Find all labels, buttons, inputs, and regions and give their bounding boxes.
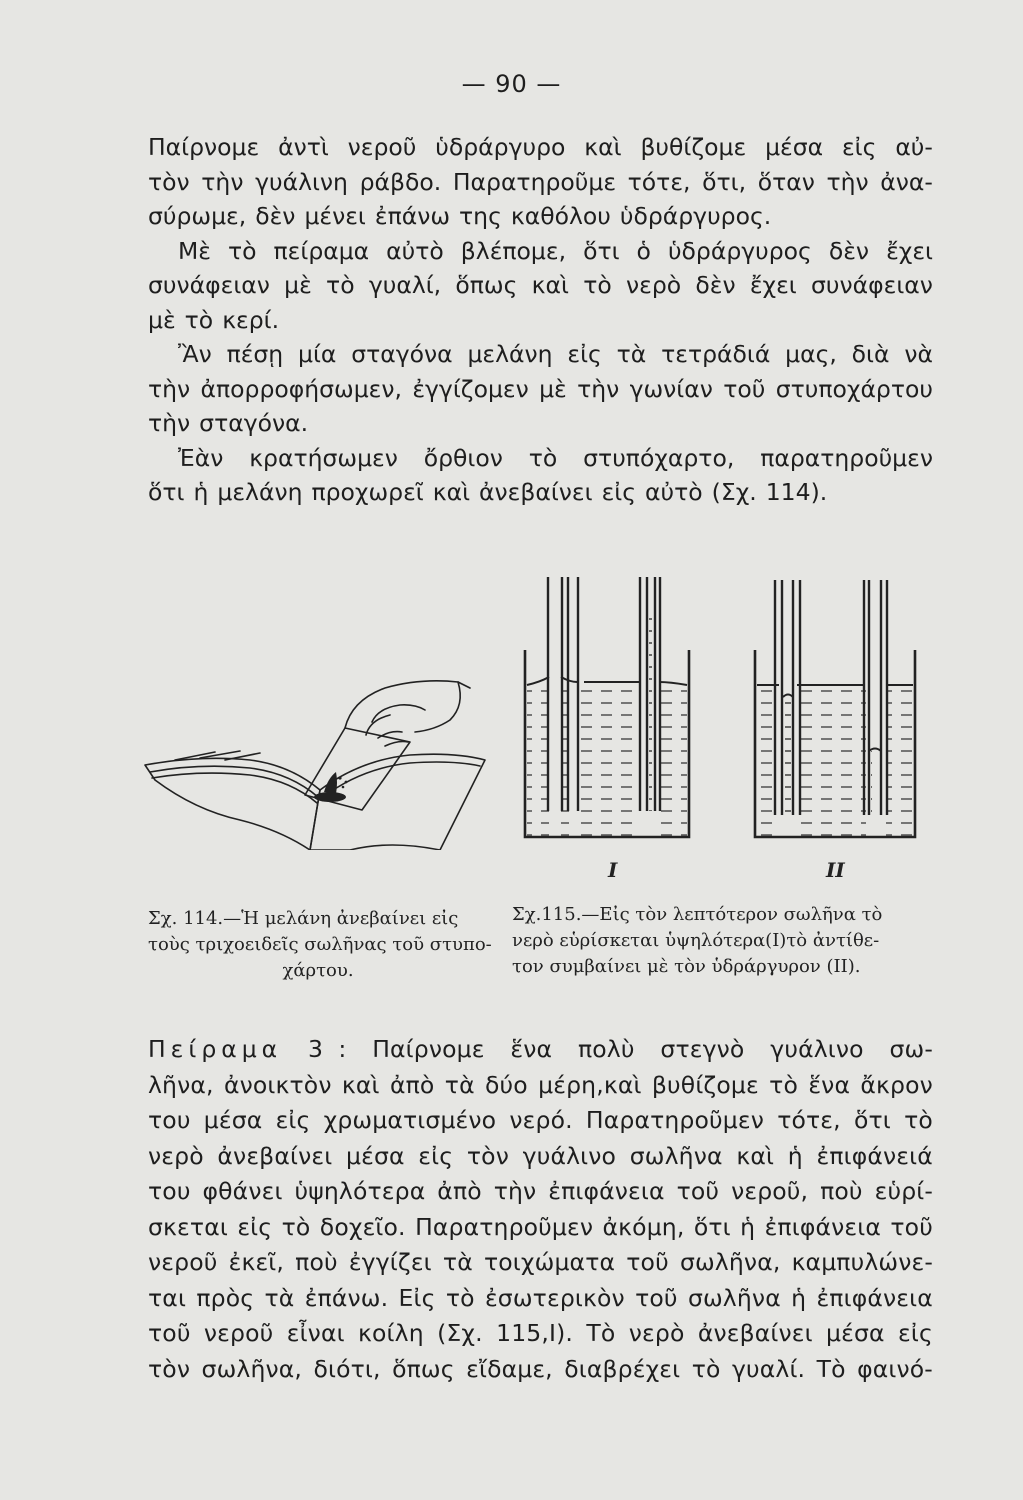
word: ἀντὶ xyxy=(278,133,329,161)
word: τὰ xyxy=(264,1283,295,1312)
word: τοῦ xyxy=(723,374,766,403)
word: ἕνα xyxy=(510,1035,553,1063)
figure-label-II: II xyxy=(826,858,845,882)
paragraph-capillary-intro xyxy=(148,130,933,510)
word: ὑδράργυρο xyxy=(435,133,566,161)
word: ἐκεῖ, xyxy=(228,1248,285,1276)
word: ὄρθιον xyxy=(423,443,503,472)
text-line xyxy=(148,372,933,407)
experiment-heading: Πείραμα xyxy=(148,1035,283,1063)
word: διὰ xyxy=(851,340,890,368)
word: μέσα xyxy=(765,133,824,161)
word: τὰ xyxy=(616,340,647,368)
word: (Σχ. xyxy=(437,1319,483,1347)
word: στεγνὸ xyxy=(660,1035,745,1063)
word: τὸ xyxy=(691,1354,721,1383)
word: εἰς xyxy=(898,1319,933,1347)
word: νερὸ xyxy=(628,1319,685,1347)
word: μένει xyxy=(304,202,366,230)
word: ἐγγίζει xyxy=(348,1248,432,1276)
word: Παρατηροῦμε xyxy=(452,167,617,196)
word: τὸ xyxy=(583,271,612,299)
word: του xyxy=(148,1106,191,1134)
word: ἡ xyxy=(740,1212,756,1241)
page-number: — 90 — xyxy=(461,70,562,98)
word: μὲ xyxy=(284,271,312,299)
word: κρατήσωμεν xyxy=(249,443,398,472)
vessel-II xyxy=(755,580,915,837)
word: τὸ xyxy=(227,236,257,265)
word: πέσῃ xyxy=(226,340,284,368)
word: γωνίαν xyxy=(629,374,713,403)
word: πολὺ xyxy=(577,1035,635,1063)
word: τετράδιά xyxy=(661,340,771,368)
word: τοῦ xyxy=(890,1212,933,1241)
word: ἕνα xyxy=(808,1070,851,1099)
word: σταγόνα xyxy=(351,340,453,368)
word: ἀπορροφήσωμεν, xyxy=(200,374,402,403)
word: στυπόχαρτο, xyxy=(583,443,735,472)
word: του xyxy=(148,1177,191,1205)
caption-figure-114 xyxy=(148,906,492,984)
word: σταγόνα. xyxy=(199,409,309,437)
word: δὲν xyxy=(255,202,296,230)
word: ἀπὸ xyxy=(437,1177,482,1205)
word: σκεται xyxy=(148,1212,228,1241)
word: δοχεῖο. xyxy=(319,1212,406,1241)
word: εἰς xyxy=(237,1212,273,1241)
word: σωλῆνα xyxy=(629,1141,723,1170)
word: Παρατηροῦμεν xyxy=(415,1212,594,1241)
word: σω- xyxy=(889,1035,933,1063)
word: νερό. xyxy=(509,1106,573,1134)
word: ἐπιφάνεια xyxy=(764,1212,881,1241)
word: κερί. xyxy=(222,305,280,334)
word: βυθίζομε xyxy=(651,1070,759,1099)
word: τὸ xyxy=(528,443,558,472)
word: μέσα xyxy=(203,1106,263,1134)
word: ὅτι xyxy=(148,478,185,506)
word: καθόλου xyxy=(510,202,611,230)
word: σωλῆνα, xyxy=(679,1248,781,1276)
word: γυαλί, xyxy=(368,271,442,299)
word: ἀνα- xyxy=(880,167,933,196)
word: εἴδαμε, xyxy=(466,1354,553,1383)
text-line xyxy=(148,234,933,269)
text-line xyxy=(148,199,933,234)
word: ὅτι xyxy=(853,1106,891,1134)
word: ἐπιφάνεια xyxy=(816,1283,933,1312)
word: ὑδράργυρος xyxy=(667,236,812,265)
word: γυάλινο xyxy=(522,1141,617,1170)
word: ἡ xyxy=(193,478,209,506)
text-line xyxy=(148,1139,933,1175)
word: καὶ xyxy=(432,478,471,506)
word: τὸ xyxy=(769,1070,798,1099)
word: ἐπάνω xyxy=(374,202,451,230)
vessel-I xyxy=(525,575,689,837)
word: ὑδράργυρος. xyxy=(619,202,772,230)
word: μας, xyxy=(785,340,837,368)
word: αὐ- xyxy=(895,133,933,161)
word: ράβδο. xyxy=(359,167,442,196)
word: τὴν xyxy=(201,167,244,196)
word: ὅτι xyxy=(693,1212,731,1241)
word: πείραμα xyxy=(273,236,370,265)
word: ἀκόμη, xyxy=(602,1212,685,1241)
caption-line: Σχ.115.—Εἰς τὸν λεπτότερον σωλῆνα τὸ xyxy=(512,904,883,925)
word: ποὺ xyxy=(820,1177,863,1205)
word: ὅτι, xyxy=(702,167,747,196)
word: Τὸ xyxy=(586,1319,616,1347)
word: μία xyxy=(298,340,337,368)
paragraph-experiment-3 xyxy=(148,1032,933,1387)
word: εὑρί- xyxy=(874,1177,933,1205)
word: ἔχει xyxy=(886,236,933,265)
word: μελάνη xyxy=(467,340,553,368)
text-line xyxy=(148,268,933,303)
word: συνάφειαν xyxy=(811,271,933,299)
word: εἰς xyxy=(418,1141,454,1170)
word: κοίλη xyxy=(358,1319,424,1347)
word: εἰς xyxy=(567,340,602,368)
word: νεροῦ xyxy=(203,1319,274,1347)
word: βλέπομε, xyxy=(460,236,567,265)
word: διαβρέχει xyxy=(564,1354,681,1383)
text-line xyxy=(148,165,933,200)
word: καὶ xyxy=(736,1141,775,1170)
word: νεροῦ xyxy=(347,133,417,161)
word: τὸ xyxy=(445,1283,475,1312)
word: τὸ xyxy=(184,305,214,334)
word: τὴν xyxy=(148,409,191,437)
word: πρὸς xyxy=(196,1283,255,1312)
word: δὲν xyxy=(695,271,736,299)
word: Ἂν xyxy=(178,340,212,368)
word: τὸ xyxy=(904,1106,933,1134)
word: ἀνεβαίνει xyxy=(217,1141,333,1170)
word: μὲ xyxy=(539,374,567,403)
text-line xyxy=(148,1245,933,1281)
experiment-number: 3 : xyxy=(307,1035,347,1063)
word: ὁ xyxy=(636,236,651,265)
word: Τὸ xyxy=(816,1354,846,1383)
word: χρωματισμένο xyxy=(323,1106,497,1134)
word: μέσα xyxy=(345,1141,405,1170)
text-line xyxy=(148,475,933,510)
caption-line: τοὺς τριχοειδεῖς σωλῆνας τοῦ στυπο- xyxy=(148,934,492,955)
text-line xyxy=(148,1316,933,1352)
word: της xyxy=(459,202,502,230)
word: τὴν xyxy=(148,374,191,403)
word: ἄκρον xyxy=(860,1070,933,1099)
word: τοιχώματα xyxy=(483,1248,616,1276)
word: ἐγγίζομεν xyxy=(412,374,529,403)
word: Ἐὰν xyxy=(178,443,224,472)
word: παρατηροῦμεν xyxy=(760,443,933,472)
word: τοῦ xyxy=(676,1177,720,1205)
word: σωλῆνα, xyxy=(201,1354,303,1383)
word: λῆνα, xyxy=(148,1070,214,1099)
word: γυαλί. xyxy=(731,1354,806,1383)
word: προχωρεῖ xyxy=(311,478,424,506)
word: τότε, xyxy=(777,1106,841,1134)
word: Μὲ xyxy=(178,236,211,265)
word: ὑψηλότερα xyxy=(294,1177,426,1205)
word: 115,I). xyxy=(496,1319,574,1347)
word: εἰς xyxy=(601,478,637,506)
word: τὰ xyxy=(442,1248,473,1276)
word: φθάνει xyxy=(202,1177,283,1205)
text-line xyxy=(148,303,933,338)
word: τότε, xyxy=(627,167,691,196)
caption-line: τον συμβαίνει μὲ τὸν ὑδράργυρον (II). xyxy=(512,956,861,977)
word: γυάλινη xyxy=(255,167,348,196)
word: τὸν xyxy=(148,167,190,196)
text-line xyxy=(148,1068,933,1104)
word: ἡ xyxy=(787,1141,803,1170)
word: τοῦ xyxy=(626,1248,669,1276)
word: ἔχει xyxy=(749,271,797,299)
word: 114). xyxy=(765,478,828,506)
text-line xyxy=(148,1174,933,1210)
word: σύρωμε, xyxy=(148,202,247,230)
word: ἐπιφάνεια xyxy=(548,1177,665,1205)
word: τὸν xyxy=(148,1354,191,1383)
word: καμπυλώνε- xyxy=(791,1248,933,1276)
word: νὰ xyxy=(904,340,933,368)
word: ται xyxy=(148,1283,187,1312)
text-line xyxy=(148,441,933,476)
word: βυθίζομε xyxy=(640,133,747,161)
caption-line: χάρτου. xyxy=(282,960,354,981)
word: ἀπὸ xyxy=(389,1070,435,1099)
word: νεροῦ, xyxy=(731,1177,809,1205)
word: νεροῦ xyxy=(148,1248,218,1276)
word: καὶ xyxy=(341,1070,380,1099)
word: τὴν xyxy=(493,1177,537,1205)
word: ἀνεβαίνει xyxy=(697,1319,813,1347)
word: τοῦ xyxy=(148,1319,191,1347)
word: ἀνοικτὸν xyxy=(223,1070,332,1099)
caption-figure-115 xyxy=(512,902,932,980)
word: εἰς xyxy=(841,133,877,161)
word: ἐπάνω. xyxy=(304,1283,389,1312)
word: δύο xyxy=(485,1070,528,1099)
text-line xyxy=(148,1352,933,1388)
word: στυποχάρτου xyxy=(775,374,933,403)
text-line xyxy=(148,337,933,372)
word: (Σχ. xyxy=(711,478,757,506)
word: Εἰς xyxy=(398,1283,436,1312)
word: ἀνεβαίνει xyxy=(479,478,593,506)
word: τὴν xyxy=(826,167,869,196)
word: συνάφειαν xyxy=(148,271,270,299)
word: μὲ xyxy=(148,305,176,334)
word: ὅπως xyxy=(392,1354,455,1383)
text-line xyxy=(148,1103,933,1139)
word: μέσα xyxy=(826,1319,885,1347)
word: ὅτι xyxy=(583,236,620,265)
figure-114-blotting-paper xyxy=(140,660,500,850)
word: νερὸ xyxy=(625,271,682,299)
figure-115-capillary-tubes xyxy=(500,565,940,895)
text-line xyxy=(148,1281,933,1317)
word: εἶναι xyxy=(286,1319,345,1347)
caption-line: νερὸ εὑρίσκεται ὑψηλότερα(I)τὸ ἀντίθε- xyxy=(512,930,880,951)
word: τὸ xyxy=(326,271,355,299)
word: καὶ xyxy=(531,271,569,299)
word: Παρατηροῦμεν xyxy=(585,1106,765,1134)
text-line xyxy=(148,1210,933,1246)
word: ἐπιφάνειά xyxy=(816,1141,933,1170)
word: τὰ xyxy=(444,1070,475,1099)
word: αὐτὸ xyxy=(645,478,703,506)
word: φαινό- xyxy=(857,1354,933,1383)
text-line xyxy=(148,130,933,165)
caption-line: Σχ. 114.—Ἡ μελάνη ἀνεβαίνει εἰς xyxy=(148,908,459,929)
word: αὐτὸ xyxy=(386,236,444,265)
word: δὲν xyxy=(828,236,870,265)
word: τὴν xyxy=(577,374,620,403)
word: διότι, xyxy=(313,1354,381,1383)
word: ὅταν xyxy=(757,167,815,196)
word: σωλῆνα xyxy=(687,1283,781,1312)
word: τὸν xyxy=(466,1141,509,1170)
word: μέρη,καὶ xyxy=(538,1070,642,1099)
word: τοῦ xyxy=(635,1283,678,1312)
word: μελάνη xyxy=(217,478,303,506)
word: καὶ xyxy=(584,133,622,161)
word: ποὺ xyxy=(295,1248,338,1276)
word: ἐσωτερικὸν xyxy=(484,1283,625,1312)
word: Παίρνομε xyxy=(372,1035,485,1063)
word: ὅπως xyxy=(455,271,518,299)
word: τὸ xyxy=(281,1212,311,1241)
word: γυάλινο xyxy=(770,1035,864,1063)
text-line xyxy=(148,1032,933,1068)
text-line xyxy=(148,406,933,441)
word: ἡ xyxy=(791,1283,807,1312)
word: Παίρνομε xyxy=(148,133,260,161)
word: εἰς xyxy=(275,1106,311,1134)
figure-label-I: I xyxy=(608,858,618,882)
word: νερὸ xyxy=(148,1141,204,1170)
